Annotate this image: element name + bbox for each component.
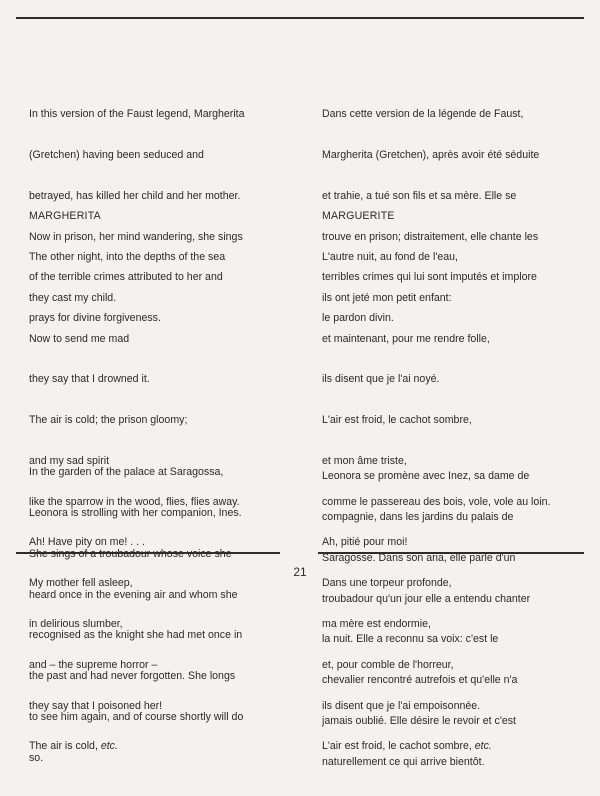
left-second-line: to see him again, and of course shortly will do	[29, 710, 244, 723]
left-intro-line: of the terrible crimes attributed to her and	[29, 271, 223, 284]
left-second-line: so.	[29, 751, 44, 764]
left-aria-line: like the sparrow in the wood, flies, flies away.	[29, 495, 240, 508]
left-second-line: heard once in the evening air and whom she	[29, 588, 238, 601]
right-intro-line: et trahie, a tué son fils et sa mère. Elle se	[322, 189, 517, 202]
right-aria-line: ils ont jeté mon petit enfant:	[322, 291, 452, 304]
left-second-line: the past and had never forgotten. She longs	[29, 670, 236, 683]
left-aria-line: they cast my child.	[29, 291, 117, 304]
right-second-line: compagnie, dans les jardins du palais de	[322, 510, 514, 523]
right-aria-line: ils disent que je l'ai noyé.	[322, 373, 440, 386]
left-aria-line: The other night, into the depths of the sea	[29, 250, 226, 263]
right-intro-line: Margherita (Gretchen), après avoir été séduite	[322, 148, 540, 161]
left-aria-line: in delirious slumber,	[29, 618, 123, 630]
left-aria-line: Now to send me mad	[29, 332, 130, 345]
left-aria-line: they say that I poisoned her!	[29, 699, 163, 712]
left-second-paragraph	[29, 439, 243, 792]
right-second-line: Saragosse. Dans son aria, elle parle d'un	[322, 551, 516, 564]
right-aria-title: MARGUERITE	[322, 210, 395, 223]
right-second-paragraph	[322, 443, 530, 796]
right-second-line: la nuit. Elle a reconnu sa voix: c'est le	[322, 633, 499, 646]
left-aria-line: Ah! Have pity on me! . . .	[29, 536, 145, 549]
right-aria-line: L'autre nuit, au fond de l'eau,	[322, 250, 458, 263]
left-second-line: Leonora is strolling with her companion, Ines.	[29, 506, 242, 519]
right-aria-line: L'air est froid, le cachot sombre,	[322, 414, 472, 427]
left-second-line: She sings of a troubadour whose voice she	[29, 547, 232, 560]
left-intro-line: betrayed, has killed her child and her mother.	[29, 189, 241, 202]
right-aria-line: Dans une torpeur profonde,	[322, 577, 452, 590]
right-aria-last-text: L'air est froid, le cachot sombre,	[322, 740, 475, 753]
right-second-line: naturellement ce qui arrive bientôt.	[322, 755, 485, 768]
right-aria-line: ils disent que je l'ai empoisonnée.	[322, 699, 481, 712]
left-second-line: recognised as the knight she had met once in	[29, 629, 243, 642]
page-number: 21	[293, 565, 307, 579]
right-second-line: chevalier rencontré autrefois et qu'elle n'a	[322, 674, 518, 687]
right-intro-line: trouve en prison; distraitement, elle chante les	[322, 230, 539, 243]
right-aria-line: et, pour comble de l'horreur,	[322, 658, 454, 671]
left-aria-line: The air is cold; the prison gloomy;	[29, 414, 188, 427]
left-aria-etc: etc.	[100, 740, 118, 753]
right-aria-line: Ah, pitié pour moi!	[322, 536, 408, 549]
right-aria-etc: etc.	[474, 740, 492, 753]
left-aria-line: they say that I drowned it.	[29, 373, 150, 386]
left-aria-line: and my sad spirit	[29, 454, 110, 467]
left-intro-line: Now in prison, her mind wandering, she sings	[29, 230, 243, 243]
left-intro-line: (Gretchen) having been seduced and	[29, 148, 204, 161]
right-aria-line: ma mère est endormie,	[322, 618, 431, 630]
left-aria-line: My mother fell asleep,	[29, 577, 133, 590]
left-second-line: In the garden of the palace at Saragossa,	[29, 466, 224, 479]
right-intro-line: terribles crimes qui lui sont imputés et implore	[322, 271, 537, 284]
right-aria-line: et mon âme triste,	[322, 454, 407, 467]
left-intro-line: In this version of the Faust legend, Margherita	[29, 108, 245, 121]
right-second-line: troubadour qu'un jour elle a entendu chanter	[322, 592, 531, 605]
left-intro-line: prays for divine forgiveness.	[29, 312, 161, 325]
right-aria-line: comme le passereau des bois, vole, vole au loin.	[322, 495, 551, 508]
left-aria-last-text: The air is cold,	[29, 740, 101, 753]
right-second-line: jamais oublié. Elle désire le revoir et c'est	[322, 714, 516, 727]
right-aria-line: et maintenant, pour me rendre folle,	[322, 332, 490, 345]
right-intro-line: Dans cette version de la légende de Faust,	[322, 108, 524, 121]
left-aria-line: and – the supreme horror –	[29, 658, 158, 671]
right-intro-line: le pardon divin.	[322, 312, 394, 325]
right-second-line: Leonora se promène avec Inez, sa dame de	[322, 470, 530, 483]
top-rule	[16, 17, 584, 19]
left-aria-title: MARGHERITA	[29, 210, 101, 223]
